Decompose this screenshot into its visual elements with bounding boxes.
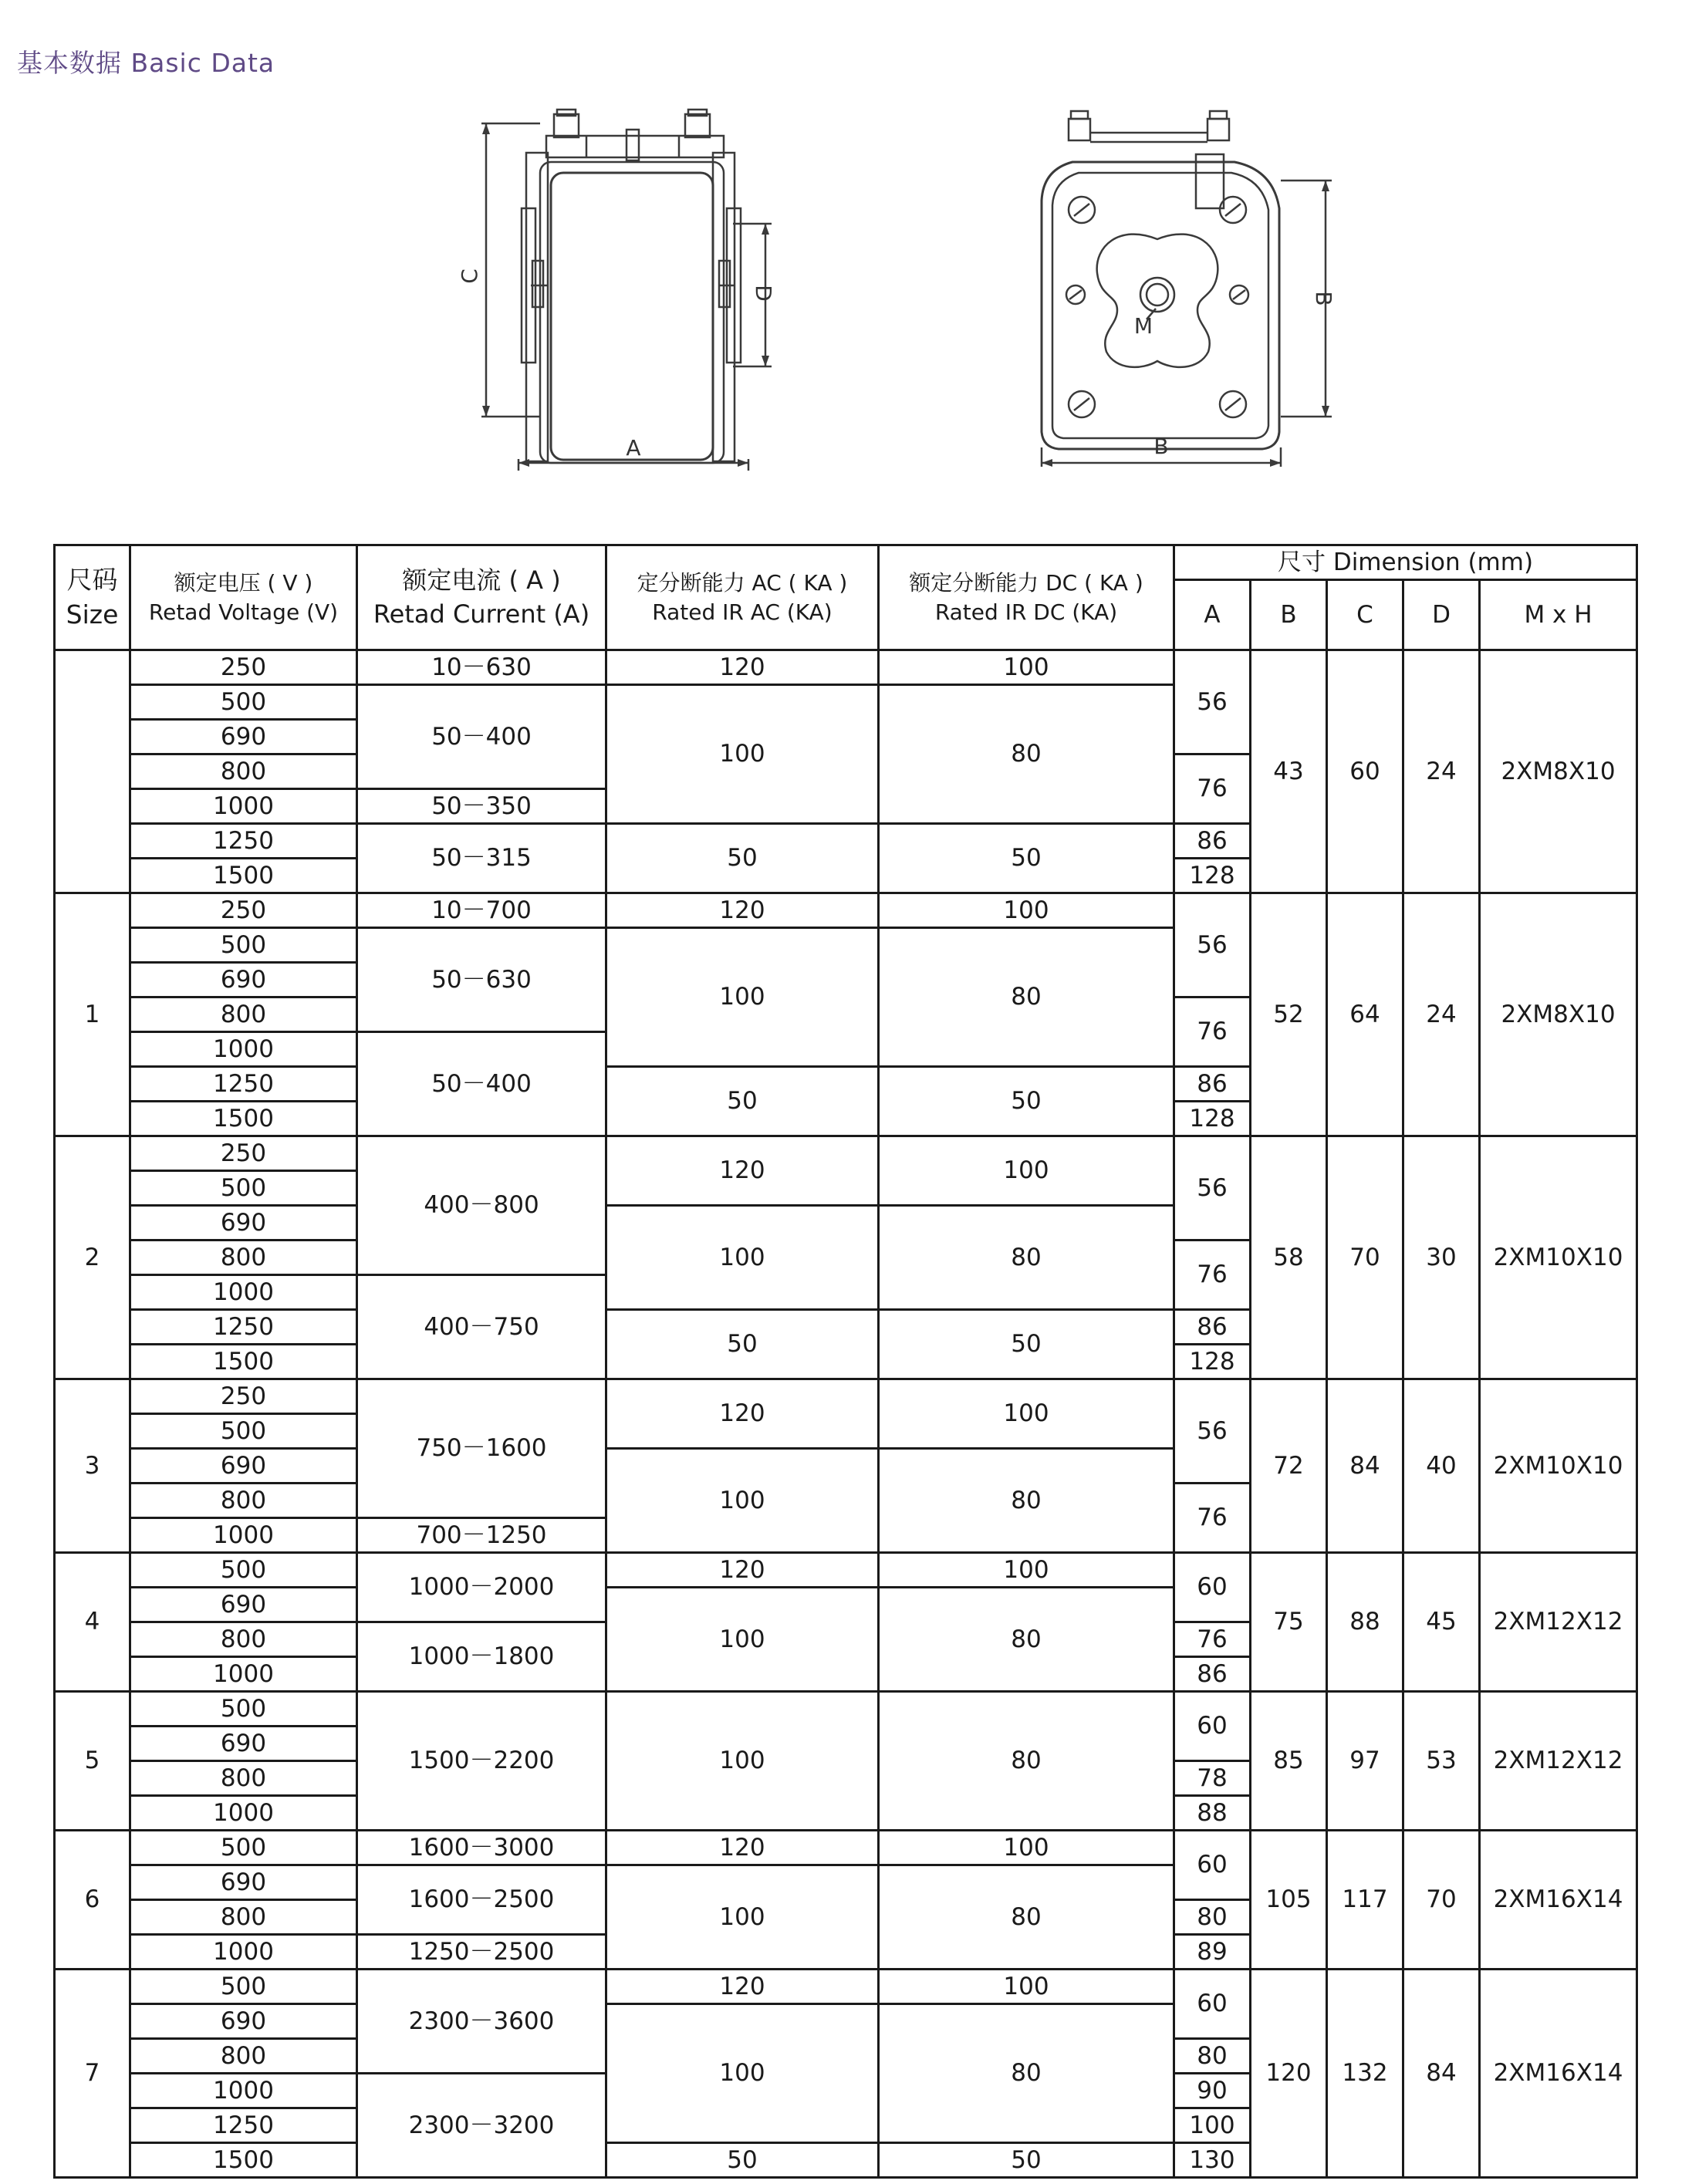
- dim-b-cell: 105: [1251, 1831, 1327, 1970]
- voltage-cell: 800: [130, 1900, 357, 1935]
- ir-dc-cell: 80: [879, 1865, 1174, 1970]
- ir-dc-cell: 100: [879, 1379, 1174, 1449]
- ir-dc-cell: 50: [879, 1310, 1174, 1379]
- current-cell: 50－315: [357, 824, 606, 893]
- voltage-cell: 1500: [130, 1102, 357, 1136]
- voltage-cell: 1250: [130, 824, 357, 859]
- dim-a-cell: 76: [1174, 997, 1251, 1067]
- voltage-cell: 250: [130, 650, 357, 685]
- ir-dc-cell: 80: [879, 1588, 1174, 1692]
- current-cell: 1250－2500: [357, 1935, 606, 1970]
- ir-ac-cell: 100: [606, 1588, 879, 1692]
- dim-c-cell: 97: [1327, 1692, 1403, 1831]
- header-dimension: 尺寸 Dimension (mm): [1174, 545, 1637, 580]
- ir-dc-cell: 80: [879, 1449, 1174, 1553]
- basic-data-table: [53, 544, 1638, 2179]
- dim-d-cell: 24: [1403, 650, 1480, 893]
- header-ir-dc: 额定分断能力 DC ( KA ) Rated IR DC (KA): [879, 545, 1174, 650]
- dim-a-cell: 80: [1174, 1900, 1251, 1935]
- dim-label-b-side: B: [1311, 291, 1336, 306]
- current-cell: 400－800: [357, 1136, 606, 1275]
- dim-c-cell: 117: [1327, 1831, 1403, 1970]
- ir-ac-cell: 50: [606, 2143, 879, 2178]
- header-ir-ac: 定分断能力 AC ( KA ) Rated IR AC (KA): [606, 545, 879, 650]
- current-cell: 1600－2500: [357, 1865, 606, 1935]
- dim-d-cell: 53: [1403, 1692, 1480, 1831]
- ir-ac-cell: 120: [606, 893, 879, 928]
- ir-ac-cell: 50: [606, 1067, 879, 1136]
- dim-a-cell: 76: [1174, 1484, 1251, 1553]
- fuse-side-view-drawing: [455, 108, 779, 471]
- ir-ac-cell: 50: [606, 824, 879, 893]
- voltage-cell: 800: [130, 1761, 357, 1796]
- voltage-cell: 690: [130, 1206, 357, 1241]
- size-cell: 7: [55, 1970, 130, 2178]
- voltage-cell: 800: [130, 754, 357, 789]
- voltage-cell: 800: [130, 1622, 357, 1657]
- dim-d-cell: 30: [1403, 1136, 1480, 1379]
- dim-mxh-cell: 2XM16X14: [1480, 1970, 1637, 2178]
- voltage-cell: 1000: [130, 1796, 357, 1831]
- size-cell: 5: [55, 1692, 130, 1831]
- voltage-cell: 250: [130, 893, 357, 928]
- dim-a-cell: 86: [1174, 824, 1251, 859]
- ir-ac-cell: 120: [606, 1970, 879, 2004]
- ir-ac-cell: 120: [606, 1831, 879, 1865]
- voltage-cell: 1000: [130, 1935, 357, 1970]
- voltage-cell: 500: [130, 685, 357, 720]
- dim-label-m: M: [1133, 313, 1153, 339]
- current-cell: 750－1600: [357, 1379, 606, 1518]
- voltage-cell: 690: [130, 963, 357, 997]
- voltage-cell: 1000: [130, 1032, 357, 1067]
- dim-mxh-cell: 2XM10X10: [1480, 1136, 1637, 1379]
- dim-a-cell: 60: [1174, 1831, 1251, 1900]
- ir-ac-cell: 100: [606, 1449, 879, 1553]
- fuse-front-view-drawing: [1026, 108, 1358, 471]
- ir-dc-cell: 80: [879, 928, 1174, 1067]
- ir-ac-cell: 100: [606, 685, 879, 824]
- dim-a-cell: 60: [1174, 1970, 1251, 2039]
- dim-c-cell: 64: [1327, 893, 1403, 1136]
- ir-ac-cell: 100: [606, 2004, 879, 2143]
- ir-ac-cell: 100: [606, 1692, 879, 1831]
- current-cell: 1500－2200: [357, 1692, 606, 1831]
- ir-dc-cell: 80: [879, 1692, 1174, 1831]
- voltage-cell: 690: [130, 1865, 357, 1900]
- voltage-cell: 1000: [130, 1275, 357, 1310]
- current-cell: 1000－1800: [357, 1622, 606, 1692]
- voltage-cell: 800: [130, 1241, 357, 1275]
- dim-a-cell: 128: [1174, 1345, 1251, 1379]
- voltage-cell: 1000: [130, 789, 357, 824]
- header-dim-c: C: [1327, 580, 1403, 650]
- dim-a-cell: 128: [1174, 859, 1251, 893]
- voltage-cell: 690: [130, 1727, 357, 1761]
- dim-a-cell: 76: [1174, 754, 1251, 824]
- dim-b-cell: 52: [1251, 893, 1327, 1136]
- ir-ac-cell: 100: [606, 1206, 879, 1310]
- voltage-cell: 500: [130, 1414, 357, 1449]
- voltage-cell: 500: [130, 1970, 357, 2004]
- voltage-cell: 1000: [130, 2074, 357, 2108]
- dim-label-d: D: [751, 285, 776, 302]
- size-cell: 6: [55, 1831, 130, 1970]
- dim-a-cell: 76: [1174, 1241, 1251, 1310]
- ir-dc-cell: 100: [879, 1831, 1174, 1865]
- current-cell: 50－630: [357, 928, 606, 1032]
- dim-a-cell: 128: [1174, 1102, 1251, 1136]
- dim-label-b-bottom: B: [1153, 434, 1169, 459]
- voltage-cell: 250: [130, 1379, 357, 1414]
- dim-a-cell: 56: [1174, 1136, 1251, 1241]
- voltage-cell: 500: [130, 928, 357, 963]
- dim-a-cell: 56: [1174, 893, 1251, 997]
- ir-ac-cell: 120: [606, 1136, 879, 1206]
- dim-a-cell: 88: [1174, 1796, 1251, 1831]
- voltage-cell: 1250: [130, 2108, 357, 2143]
- dim-mxh-cell: 2XM10X10: [1480, 1379, 1637, 1553]
- dim-d-cell: 24: [1403, 893, 1480, 1136]
- dim-a-cell: 86: [1174, 1310, 1251, 1345]
- voltage-cell: 500: [130, 1692, 357, 1727]
- voltage-cell: 800: [130, 2039, 357, 2074]
- dim-a-cell: 86: [1174, 1657, 1251, 1692]
- dim-b-cell: 72: [1251, 1379, 1327, 1553]
- voltage-cell: 1250: [130, 1310, 357, 1345]
- dim-c-cell: 84: [1327, 1379, 1403, 1553]
- current-cell: 50－350: [357, 789, 606, 824]
- voltage-cell: 250: [130, 1136, 357, 1171]
- ir-dc-cell: 50: [879, 824, 1174, 893]
- header-size: 尺码 Size: [55, 545, 130, 650]
- header-dim-a: A: [1174, 580, 1251, 650]
- current-cell: 2300－3600: [357, 1970, 606, 2074]
- voltage-cell: 500: [130, 1171, 357, 1206]
- ir-dc-cell: 100: [879, 1553, 1174, 1588]
- dim-b-cell: 120: [1251, 1970, 1327, 2178]
- current-cell: 400－750: [357, 1275, 606, 1379]
- dim-mxh-cell: 2XM12X12: [1480, 1553, 1637, 1692]
- header-dim-b: B: [1251, 580, 1327, 650]
- dim-a-cell: 80: [1174, 2039, 1251, 2074]
- header-dim-mxh: M x H: [1480, 580, 1637, 650]
- voltage-cell: 1500: [130, 859, 357, 893]
- voltage-cell: 800: [130, 997, 357, 1032]
- dim-a-cell: 130: [1174, 2143, 1251, 2178]
- dim-a-cell: 89: [1174, 1935, 1251, 1970]
- voltage-cell: 1000: [130, 1657, 357, 1692]
- dim-c-cell: 88: [1327, 1553, 1403, 1692]
- header-current: 额定电流 ( A ) Retad Current (A): [357, 545, 606, 650]
- dim-c-cell: 60: [1327, 650, 1403, 893]
- ir-dc-cell: 80: [879, 1206, 1174, 1310]
- voltage-cell: 500: [130, 1831, 357, 1865]
- ir-dc-cell: 100: [879, 893, 1174, 928]
- voltage-cell: 1500: [130, 2143, 357, 2178]
- size-cell: 3: [55, 1379, 130, 1553]
- ir-dc-cell: 80: [879, 685, 1174, 824]
- current-cell: 50－400: [357, 1032, 606, 1136]
- voltage-cell: 1500: [130, 1345, 357, 1379]
- voltage-cell: 690: [130, 1449, 357, 1484]
- size-cell: 1: [55, 893, 130, 1136]
- current-cell: 10－700: [357, 893, 606, 928]
- voltage-cell: 1250: [130, 1067, 357, 1102]
- dim-mxh-cell: 2XM8X10: [1480, 650, 1637, 893]
- current-cell: 1000－2000: [357, 1553, 606, 1622]
- size-cell: 2: [55, 1136, 130, 1379]
- current-cell: 2300－3200: [357, 2074, 606, 2178]
- ir-dc-cell: 50: [879, 1067, 1174, 1136]
- dim-a-cell: 76: [1174, 1622, 1251, 1657]
- ir-ac-cell: 100: [606, 1865, 879, 1970]
- current-cell: 1600－3000: [357, 1831, 606, 1865]
- dim-a-cell: 78: [1174, 1761, 1251, 1796]
- dim-c-cell: 70: [1327, 1136, 1403, 1379]
- dim-b-cell: 85: [1251, 1692, 1327, 1831]
- dim-b-cell: 43: [1251, 650, 1327, 893]
- ir-ac-cell: 120: [606, 1553, 879, 1588]
- ir-dc-cell: 50: [879, 2143, 1174, 2178]
- ir-ac-cell: 120: [606, 1379, 879, 1449]
- dim-a-cell: 60: [1174, 1692, 1251, 1761]
- dim-a-cell: 90: [1174, 2074, 1251, 2108]
- ir-dc-cell: 100: [879, 1970, 1174, 2004]
- current-cell: 50－400: [357, 685, 606, 789]
- dim-a-cell: 56: [1174, 650, 1251, 754]
- voltage-cell: 800: [130, 1484, 357, 1518]
- ir-ac-cell: 50: [606, 1310, 879, 1379]
- dim-label-a: A: [626, 435, 641, 461]
- dim-b-cell: 75: [1251, 1553, 1327, 1692]
- dim-mxh-cell: 2XM8X10: [1480, 893, 1637, 1136]
- voltage-cell: 1000: [130, 1518, 357, 1553]
- page-title: 基本数据 Basic Data: [17, 48, 275, 78]
- dim-d-cell: 84: [1403, 1970, 1480, 2178]
- size-cell: 4: [55, 1553, 130, 1692]
- size-cell: [55, 650, 130, 893]
- ir-dc-cell: 80: [879, 2004, 1174, 2143]
- voltage-cell: 690: [130, 1588, 357, 1622]
- ir-dc-cell: 100: [879, 1136, 1174, 1206]
- current-cell: 700－1250: [357, 1518, 606, 1553]
- voltage-cell: 500: [130, 1553, 357, 1588]
- dim-mxh-cell: 2XM12X12: [1480, 1692, 1637, 1831]
- header-voltage: 额定电压 ( V ) Retad Voltage (V): [130, 545, 357, 650]
- dim-a-cell: 100: [1174, 2108, 1251, 2143]
- dim-a-cell: 86: [1174, 1067, 1251, 1102]
- voltage-cell: 690: [130, 2004, 357, 2039]
- dim-a-cell: 56: [1174, 1379, 1251, 1484]
- ir-ac-cell: 100: [606, 928, 879, 1067]
- dim-d-cell: 70: [1403, 1831, 1480, 1970]
- current-cell: 10－630: [357, 650, 606, 685]
- voltage-cell: 690: [130, 720, 357, 754]
- dim-d-cell: 40: [1403, 1379, 1480, 1553]
- ir-ac-cell: 120: [606, 650, 879, 685]
- dim-b-cell: 58: [1251, 1136, 1327, 1379]
- header-dim-d: D: [1403, 580, 1480, 650]
- dim-c-cell: 132: [1327, 1970, 1403, 2178]
- dim-label-c: C: [457, 268, 482, 284]
- dim-a-cell: 60: [1174, 1553, 1251, 1622]
- dim-mxh-cell: 2XM16X14: [1480, 1831, 1637, 1970]
- dim-d-cell: 45: [1403, 1553, 1480, 1692]
- ir-dc-cell: 100: [879, 650, 1174, 685]
